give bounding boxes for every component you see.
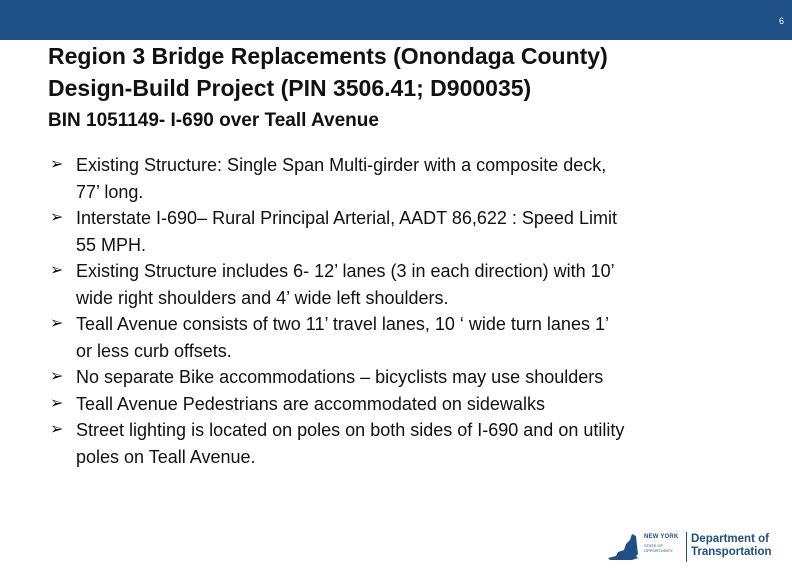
bullet-text-line-1: Street lighting is located on poles on both sides of I-690 and on utility — [76, 420, 625, 440]
bullet-text-line-1: No separate Bike accommodations – bicyclists may use shoulders — [76, 367, 604, 387]
nysdot-logo — [606, 530, 786, 566]
ny-state-shape-icon — [606, 532, 640, 562]
arrow-bullet-icon: ➢ — [50, 368, 64, 385]
bullet-text-line-2: 55 MPH. — [76, 234, 147, 255]
bullet-item — [48, 258, 768, 311]
bullet-text-line-1: Teall Avenue consists of two 11’ travel lanes, 10 ‘ wide turn lanes 1’ — [76, 314, 609, 334]
title-line-1: Region 3 Bridge Replacements (Onondaga County) — [48, 43, 608, 69]
bullet-text-line-1: Interstate I-690– Rural Principal Arterial, AADT 86,622 : Speed Limit — [76, 208, 617, 228]
logo-state-text: STATE OF OPPORTUNITY. — [644, 543, 674, 553]
logo-new-york-text: NEW YORK — [644, 534, 679, 540]
bullet-text-line-2: poles on Teall Avenue. — [76, 446, 256, 467]
logo-department-text — [691, 533, 772, 559]
bullet-text-line-1: Existing Structure: Single Span Multi-girder with a composite deck, — [76, 155, 607, 175]
bullet-item — [48, 311, 768, 364]
arrow-bullet-icon: ➢ — [50, 394, 64, 412]
slide-subtitle: BIN 1051149- I-690 over Teall Avenue — [48, 110, 379, 131]
bullet-text-line-2: wide right shoulders and 4’ wide left shoulders. — [76, 287, 449, 308]
title-line-2: Design-Build Project (PIN 3506.41; D900035) — [48, 75, 532, 101]
bullet-item — [48, 205, 768, 258]
bullet-text-line-2: or less curb offsets. — [76, 340, 232, 361]
bullet-list — [48, 152, 768, 470]
arrow-bullet-icon: ➢ — [50, 156, 64, 173]
logo-dept-line-2: Transportation — [691, 546, 772, 558]
page-number: 6 — [778, 16, 784, 26]
bullet-item — [48, 152, 768, 205]
bullet-text-line-1: Existing Structure includes 6- 12’ lanes (3 in each direction) with 10’ — [76, 261, 615, 281]
bullet-text-line-2: 77’ long. — [76, 181, 144, 202]
arrow-bullet-icon: ➢ — [50, 421, 64, 438]
bullet-item — [48, 364, 768, 391]
logo-divider — [686, 532, 687, 562]
arrow-bullet-icon: ➢ — [50, 315, 64, 332]
bullet-text-line-1: Teall Avenue Pedestrians are accommodated on sidewalks — [76, 393, 545, 414]
logo-dept-line-1: Department of — [691, 533, 769, 545]
arrow-bullet-icon: ➢ — [50, 209, 64, 226]
header-bar — [0, 0, 792, 40]
bullet-item — [48, 391, 768, 418]
bullet-item — [48, 417, 768, 470]
arrow-bullet-icon: ➢ — [50, 262, 64, 279]
slide-title — [48, 40, 778, 104]
